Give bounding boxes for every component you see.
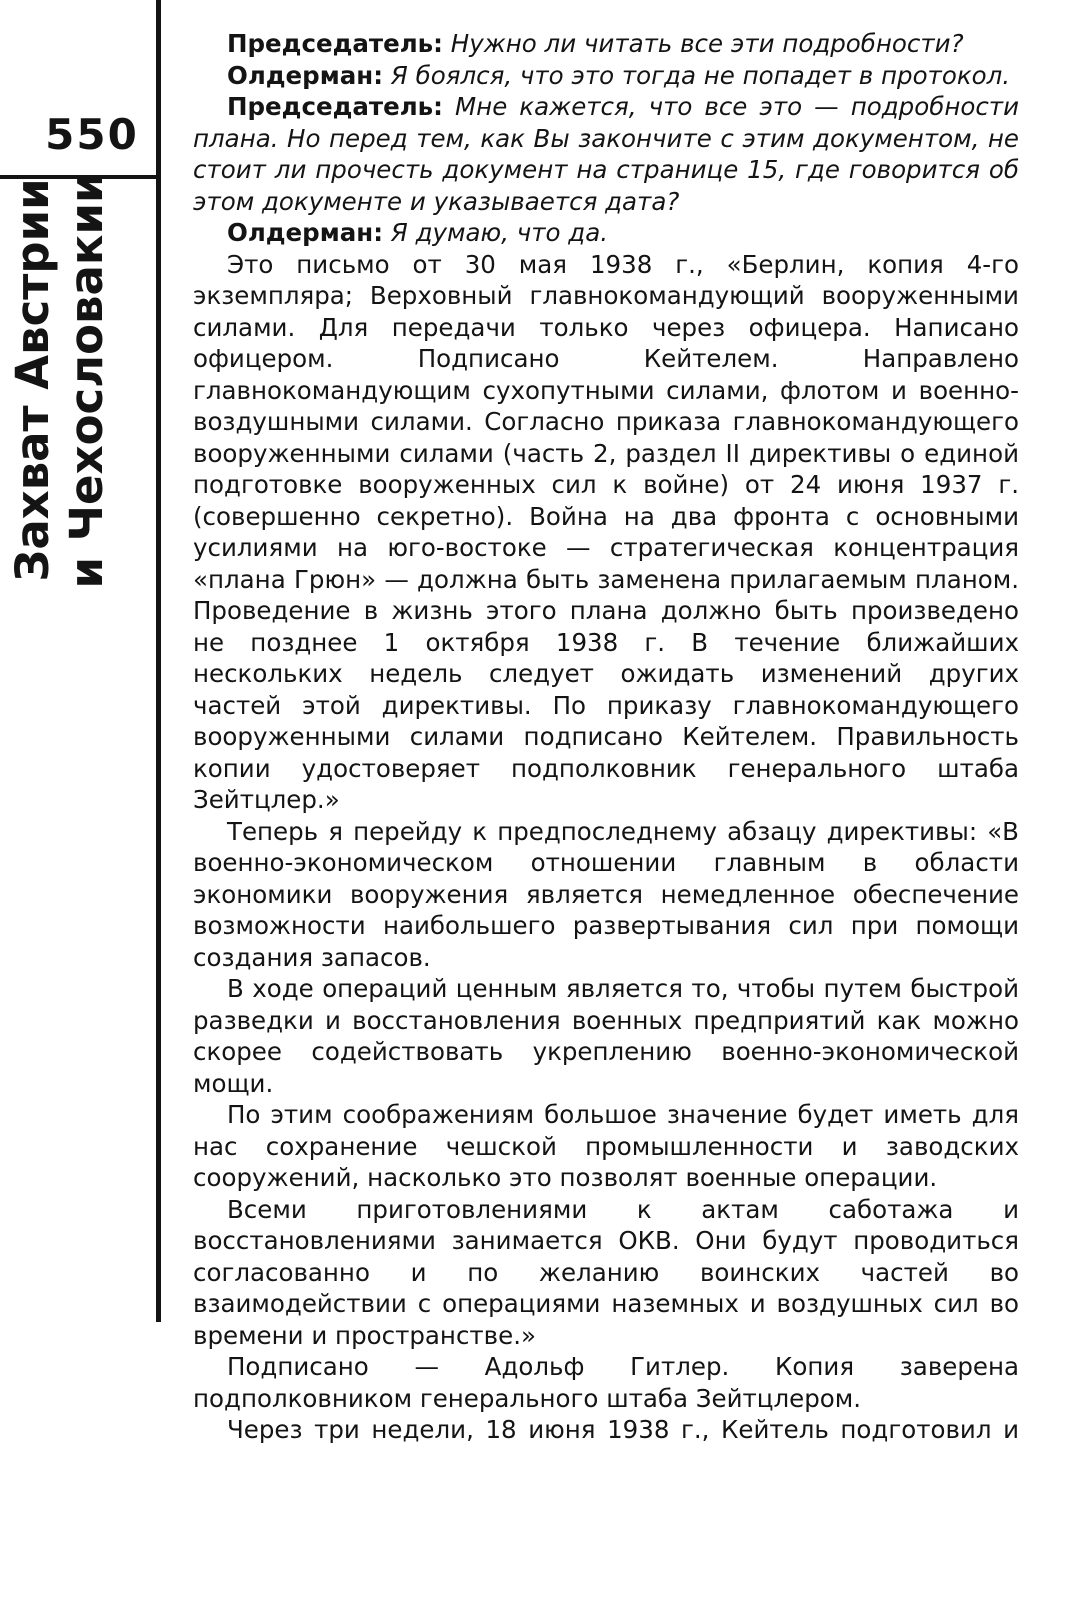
paragraph [193, 91, 1019, 217]
page-number: 550 [45, 110, 139, 159]
speaker-label: Председатель: [227, 92, 443, 121]
speaker-label: Председатель: [227, 29, 443, 58]
paragraph [193, 217, 1019, 249]
paragraph [193, 60, 1019, 92]
speaker-label: Олдерман: [227, 218, 383, 247]
speech-text: Нужно ли читать все эти подробности? [450, 29, 964, 58]
running-title-line-1: Захват Австрии [6, 178, 59, 582]
speech-text: Я думаю, что да. [390, 218, 609, 247]
paragraph: В ходе операций ценным является то, чтобы путем быстрой разведки и восстановления военных предприятий как можно скорее содействовать укреплению военно-экономической мощи. [193, 974, 1019, 1098]
speech-text: Я боялся, что это тогда не попадет в протокол. [390, 60, 1011, 90]
paragraph [193, 28, 1019, 60]
margin-rule [156, 0, 161, 1322]
running-title-line-2: и Чехословакии [60, 171, 113, 589]
paragraph: Это письмо от 30 мая 1938 г., «Берлин, копия 4-го экземпляра; Верховный главнокомандующий вооруженными силами. Для передачи только через офицера. Написано офицером. Подписано Кейтелем. Направлено главнокомандующим сухопутными силами, флотом и военно-воздушными силами. Согласно приказа главнокомандующего вооруженными силами (часть 2, раздел II директивы о единой подготовке вооруженных сил к войне) от 24 июня 1937 г. (совершенно секретно). Война на два фронта с основными усилиями на юго-востоке — стратегическая концентрация «плана Грюн» — должна быть заменена прилагаемым планом. Проведение в жизнь этого плана должно быть произведено не позднее 1 октября 1938 г. В течение ближайших нескольких недель следует ожидать изменений других частей этой директивы. По приказу главнокомандующего вооруженными силами подписано Кейтелем. Правильность копии удостоверяет подполковник генерального штаба Зейтцлер.» [193, 249, 1019, 814]
page-body [193, 28, 1019, 1446]
speaker-label: Олдерман: [227, 60, 383, 90]
paragraph: Всеми приготовлениями к актам саботажа и восстановлениями занимается ОКВ. Они будут проводиться согласованно и по желанию воинских частей во взаимодействии с операциями наземных и воздушных сил во времени и пространстве.» [193, 1194, 1019, 1350]
paragraph: Через три недели, 18 июня 1938 г., Кейтель подготовил и [227, 1415, 1019, 1444]
paragraph: По этим соображениям большое значение будет иметь для нас сохранение чешской промышленности и заводских сооружений, насколько это позволят военные операции. [193, 1100, 1019, 1192]
paragraph: Подписано — Адольф Гитлер. Копия заверена подполковником генерального штаба Зейтцлером. [193, 1352, 1019, 1413]
speech-text: Мне кажется, что все это — подробности плана. Но перед тем, как Вы закончите с этим документом, не стоит ли прочесть документ на странице 15, где говорится об этом документе и указывается дата? [193, 92, 1019, 216]
paragraph: Теперь я перейду к предпоследнему абзацу директивы: «В военно-экономическом отношении главным в области экономики вооружения является немедленное обеспечение возможности наибольшего развертывания сил при помощи создания запасов. [193, 816, 1019, 972]
